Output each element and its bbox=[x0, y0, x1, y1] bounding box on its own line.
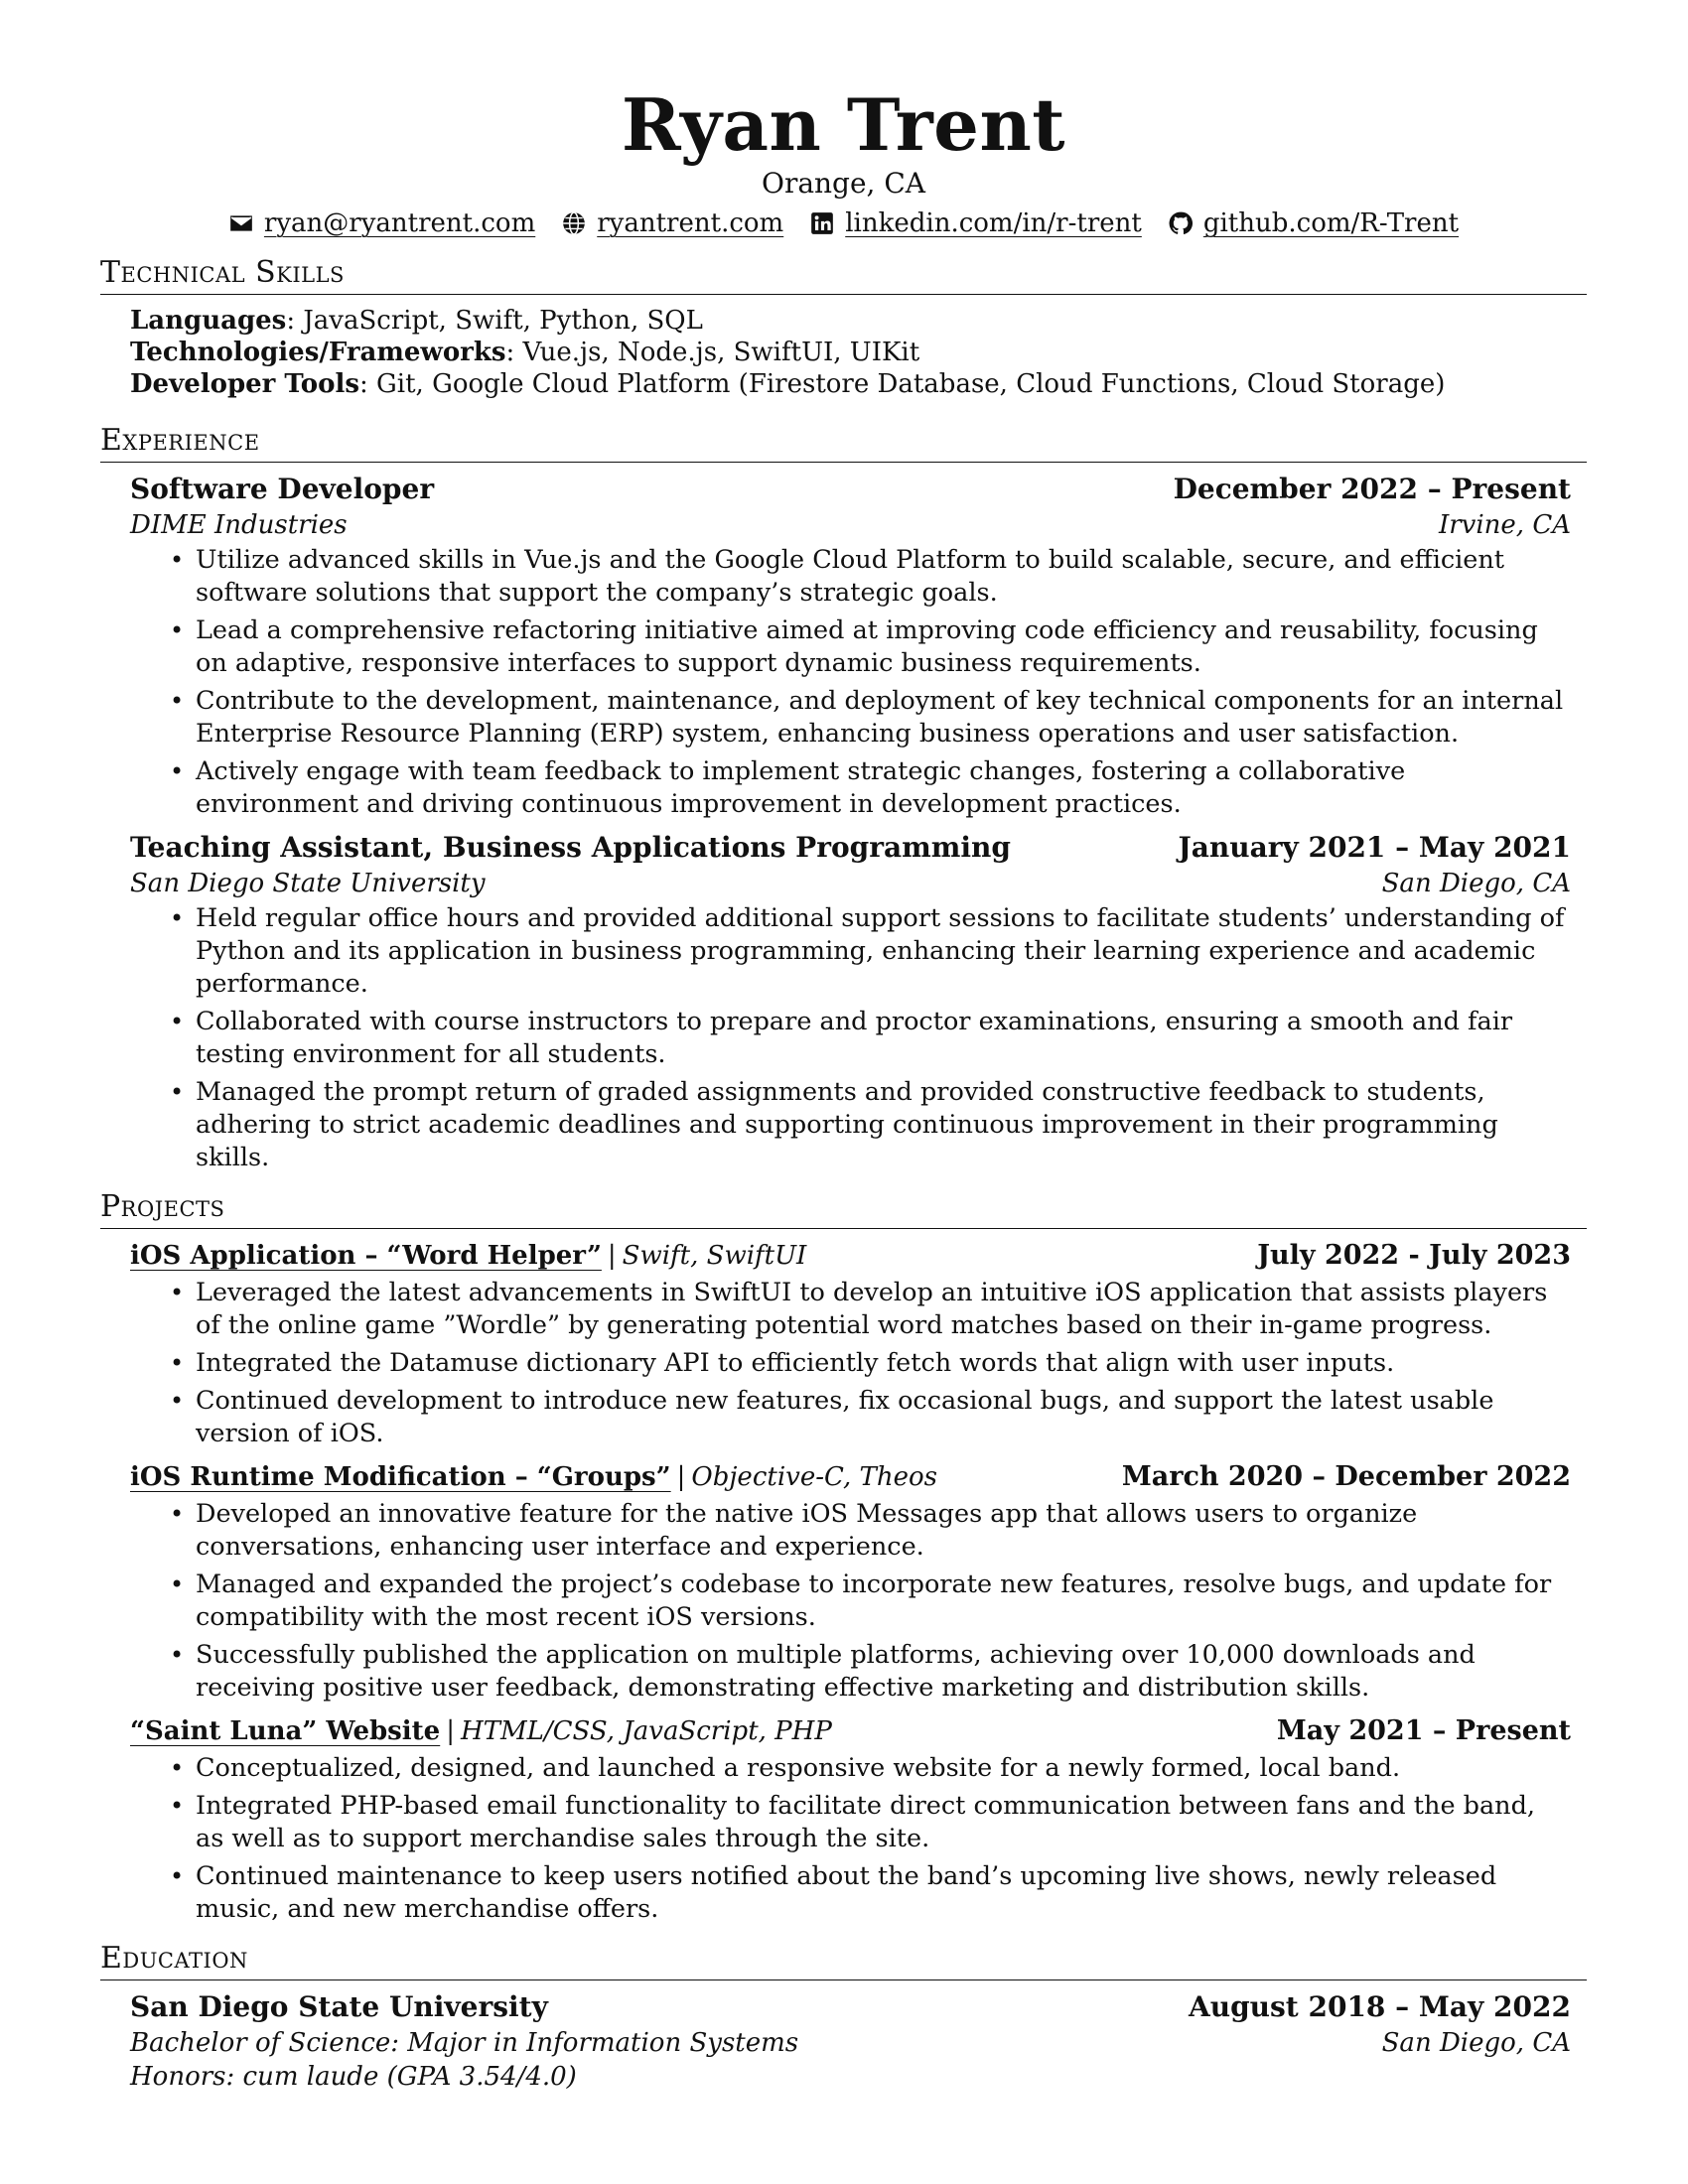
job-dates: January 2021 – May 2021 bbox=[1178, 831, 1571, 864]
project-tech: Swift, SwiftUI bbox=[622, 1241, 807, 1271]
project-head-row bbox=[130, 1712, 1571, 1750]
email-link[interactable]: ryan@ryantrent.com bbox=[263, 208, 536, 238]
project-entry bbox=[130, 1237, 1571, 1450]
project-entry bbox=[130, 1712, 1571, 1926]
experience-entry bbox=[130, 829, 1571, 1174]
project-heading bbox=[130, 1458, 937, 1496]
skill-value: : Git, Google Cloud Platform (Firestore Database, Cloud Functions, Cloud Storage) bbox=[359, 369, 1446, 399]
project-tech: HTML/CSS, JavaScript, PHP bbox=[461, 1716, 832, 1746]
candidate-name: Ryan Trent bbox=[621, 82, 1066, 167]
experience-sub-row bbox=[130, 508, 1571, 542]
project-head-row bbox=[130, 1458, 1571, 1496]
project-dates: March 2020 – December 2022 bbox=[1121, 1461, 1571, 1492]
skill-label: Technologies/Frameworks bbox=[130, 338, 506, 367]
project-tech: Objective-C, Theos bbox=[691, 1462, 937, 1492]
bullet-item: • Contribute to the development, maintenance, and deployment of key technical components for an internal Enterprise Resource Planning (ERP) system, enhancing business operations and user satisfaction. bbox=[196, 685, 1571, 751]
experience-list bbox=[100, 471, 1587, 1174]
job-dates: December 2022 – Present bbox=[1173, 473, 1571, 505]
bullet-item: • Managed the prompt return of graded assignments and provided constructive feedback to students, adhering to strict academic deadlines and supporting continuous improvement in their programming skills. bbox=[196, 1076, 1571, 1174]
school-name: San Diego State University bbox=[130, 1990, 548, 2023]
education-entry bbox=[130, 1988, 1571, 2094]
github-link[interactable]: github.com/R-Trent bbox=[1202, 208, 1460, 238]
bullet-item: • Leveraged the latest advancements in SwiftUI to develop an intuitive iOS application that assists players of the online game ”Wordle” by generating potential word matches based on their in-game progress. bbox=[196, 1277, 1571, 1342]
section-title-education: Education bbox=[100, 1940, 1587, 1980]
separator: | bbox=[676, 1462, 686, 1492]
section-title-projects: Projects bbox=[100, 1188, 1587, 1229]
honors: Honors: cum laude (GPA 3.54/4.0) bbox=[130, 2062, 577, 2092]
bullet-item: • Lead a comprehensive refactoring initiative aimed at improving code efficiency and reusability, focusing on adaptive, responsive interfaces to support dynamic business requirements. bbox=[196, 614, 1571, 680]
project-name[interactable]: iOS Runtime Modification – “Groups” bbox=[130, 1462, 671, 1492]
bullet-item: • Continued maintenance to keep users notified about the band’s upcoming live shows, newly released music, and new merchandise offers. bbox=[196, 1860, 1571, 1926]
bullet-item: • Held regular office hours and provided additional support sessions to facilitate students’ understanding of Python and its application in business programming, enhancing their learning experience and academic performance. bbox=[196, 902, 1571, 1001]
project-head-row bbox=[130, 1237, 1571, 1275]
project-entry bbox=[130, 1458, 1571, 1705]
education-block bbox=[100, 1988, 1587, 2094]
education-title-row bbox=[130, 1988, 1571, 2026]
project-dates: May 2021 – Present bbox=[1276, 1715, 1571, 1746]
bullet-item: • Integrated PHP-based email functionality to facilitate direct communication between fans and the band, as well as to support merchandise sales through the site. bbox=[196, 1790, 1571, 1855]
separator: | bbox=[607, 1241, 617, 1271]
education-sub-row bbox=[130, 2026, 1571, 2060]
job-title: Software Developer bbox=[130, 473, 435, 505]
experience-sub-row bbox=[130, 867, 1571, 900]
linkedin-link[interactable]: linkedin.com/in/r-trent bbox=[845, 208, 1142, 238]
linkedin-icon bbox=[809, 210, 835, 236]
envelope-icon bbox=[228, 210, 254, 236]
education-dates: August 2018 – May 2022 bbox=[1189, 1990, 1571, 2023]
bullet-item: • Managed and expanded the project’s codebase to incorporate new features, resolve bugs, and update for compatibility with the most recent iOS versions. bbox=[196, 1569, 1571, 1634]
experience-title-row bbox=[130, 471, 1571, 508]
projects-list bbox=[100, 1237, 1587, 1926]
job-bullets bbox=[130, 544, 1571, 821]
bullet-item: • Developed an innovative feature for the native iOS Messages app that allows users to organize conversations, enhancing user interface and experience. bbox=[196, 1498, 1571, 1564]
bullet-item: • Utilize advanced skills in Vue.js and the Google Cloud Platform to build scalable, secure, and efficient software solutions that support the company’s strategic goals. bbox=[196, 544, 1571, 610]
candidate-location: Orange, CA bbox=[761, 167, 925, 200]
skill-value: : JavaScript, Swift, Python, SQL bbox=[286, 306, 703, 336]
job-company: San Diego State University bbox=[130, 869, 486, 898]
degree: Bachelor of Science: Major in Information Systems bbox=[130, 2028, 799, 2058]
skill-row bbox=[130, 305, 1571, 337]
skill-label: Developer Tools bbox=[130, 369, 359, 399]
project-bullets bbox=[130, 1752, 1571, 1926]
github-icon bbox=[1168, 210, 1194, 236]
bullet-item: • Conceptualized, designed, and launched a responsive website for a newly formed, local band. bbox=[196, 1752, 1571, 1785]
skills-list bbox=[100, 305, 1587, 400]
bullet-item: • Actively engage with team feedback to implement strategic changes, fostering a collaborative environment and driving continuous improvement in development practices. bbox=[196, 755, 1571, 821]
skill-row bbox=[130, 337, 1571, 368]
section-title-skills: Technical Skills bbox=[100, 254, 1587, 295]
bullet-item: • Integrated the Datamuse dictionary API to efficiently fetch words that align with user inputs. bbox=[196, 1347, 1571, 1380]
project-name[interactable]: “Saint Luna” Website bbox=[130, 1716, 441, 1746]
project-bullets bbox=[130, 1498, 1571, 1705]
bullet-item: • Collaborated with course instructors to prepare and proctor examinations, ensuring a smooth and fair testing environment for all students. bbox=[196, 1006, 1571, 1071]
contact-bar bbox=[100, 206, 1587, 240]
section-title-experience: Experience bbox=[100, 422, 1587, 463]
contact-website[interactable] bbox=[561, 206, 783, 240]
job-company: DIME Industries bbox=[130, 510, 348, 540]
experience-entry bbox=[130, 471, 1571, 821]
skill-row bbox=[130, 368, 1571, 400]
globe-icon bbox=[561, 210, 587, 236]
skill-value: : Vue.js, Node.js, SwiftUI, UIKit bbox=[505, 338, 920, 367]
contact-email[interactable] bbox=[228, 206, 535, 240]
contact-linkedin[interactable] bbox=[809, 206, 1142, 240]
separator: | bbox=[446, 1716, 455, 1746]
bullet-item: • Continued development to introduce new features, fix occasional bugs, and support the latest usable version of iOS. bbox=[196, 1385, 1571, 1450]
job-bullets bbox=[130, 902, 1571, 1174]
experience-title-row bbox=[130, 829, 1571, 867]
website-link[interactable]: ryantrent.com bbox=[597, 208, 784, 238]
project-dates: July 2022 - July 2023 bbox=[1257, 1240, 1571, 1271]
job-title: Teaching Assistant, Business Applications Programming bbox=[130, 831, 1011, 864]
skill-label: Languages bbox=[130, 306, 287, 336]
project-name[interactable]: iOS Application – “Word Helper” bbox=[130, 1241, 602, 1271]
project-heading bbox=[130, 1712, 832, 1750]
job-location: Irvine, CA bbox=[1438, 510, 1571, 540]
resume-page bbox=[100, 81, 1587, 2094]
contact-github[interactable] bbox=[1168, 206, 1459, 240]
school-location: San Diego, CA bbox=[1381, 2028, 1571, 2058]
job-location: San Diego, CA bbox=[1381, 869, 1571, 898]
project-bullets bbox=[130, 1277, 1571, 1450]
project-heading bbox=[130, 1237, 806, 1275]
bullet-item: • Successfully published the application on multiple platforms, achieving over 10,000 downloads and receiving positive user feedback, demonstrating effective marketing and distribution skills. bbox=[196, 1639, 1571, 1705]
